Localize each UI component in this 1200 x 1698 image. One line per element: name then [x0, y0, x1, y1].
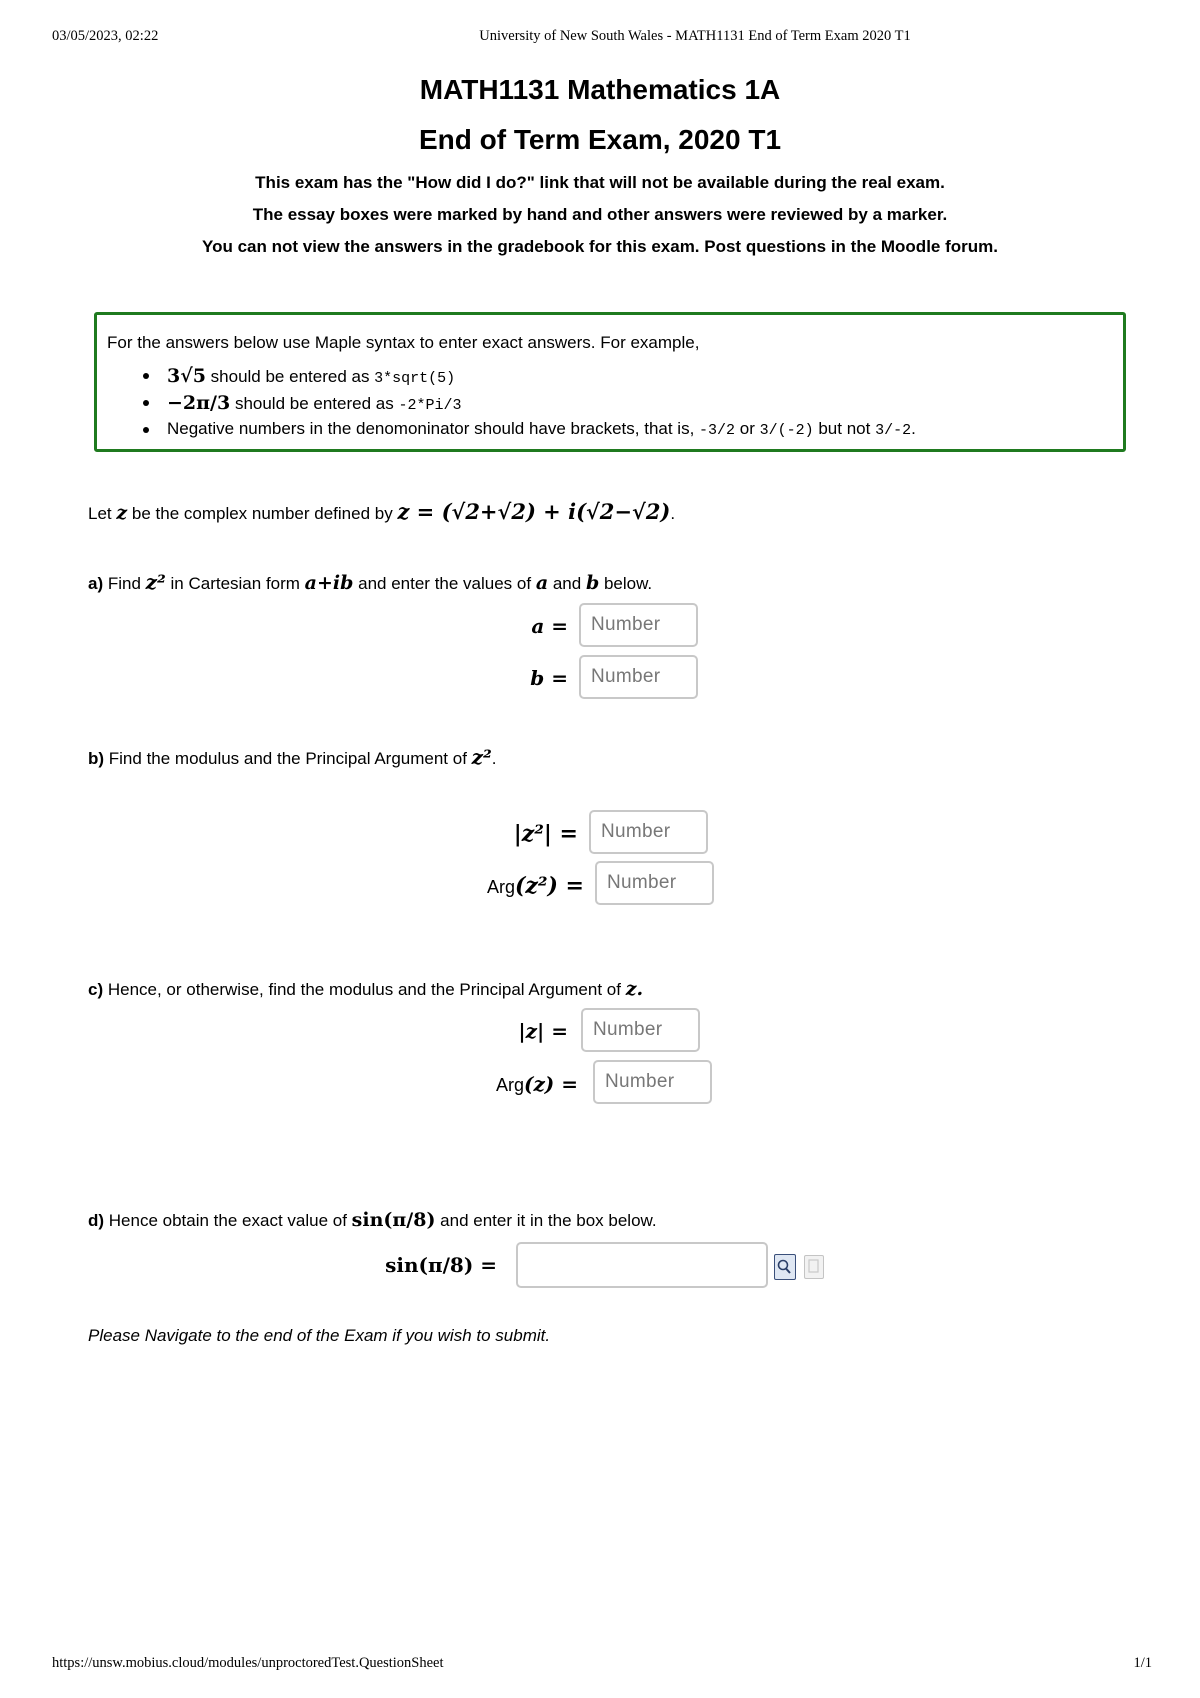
exam-title: End of Term Exam, 2020 T1 — [418, 124, 782, 155]
part-a-text-5: below. — [599, 574, 653, 593]
example-sqrt-code: 3*sqrt(5) — [374, 370, 456, 387]
part-a-a-input[interactable] — [579, 603, 698, 647]
example-negative-denominator — [167, 419, 916, 446]
stem-z: z — [116, 502, 128, 524]
example-neg-text-c: but not — [813, 419, 876, 438]
part-d-prompt — [88, 1209, 657, 1231]
part-a-text-2: in Cartesian form — [165, 574, 305, 593]
part-a-math-b: b — [585, 572, 600, 594]
part-b-arg-label — [487, 873, 584, 899]
example-neg-text-b: or — [735, 419, 760, 438]
part-b-math-z2: z² — [471, 745, 492, 769]
part-c-label: c) — [88, 980, 104, 999]
bullet-icon — [143, 400, 149, 406]
stem-formula: z = (√2+√2) + i(√2−√2) — [397, 499, 671, 524]
part-c-arg-input[interactable] — [593, 1060, 712, 1104]
part-a-text-1: Find — [103, 574, 146, 593]
stem-text-b: be the complex number defined by — [127, 504, 398, 523]
course-title: MATH1131 Mathematics 1A — [419, 74, 781, 105]
bullet-icon — [143, 373, 149, 379]
example-neg-text-a: Negative numbers in the denomoninator should have brackets, that is, — [167, 419, 700, 438]
part-b-label: b) — [88, 749, 105, 768]
example-neg-code-a: -3/2 — [699, 422, 736, 439]
part-c-prompt — [88, 978, 643, 1000]
part-c-arg-math: (z) = — [523, 1072, 578, 1096]
part-a-text-3: and enter the values of — [353, 574, 536, 593]
example-pi-code: -2*Pi/3 — [398, 397, 462, 414]
part-a-text-4: and — [548, 574, 586, 593]
part-b-arg-input[interactable] — [595, 861, 714, 905]
example-sqrt-text: should be entered as — [205, 367, 375, 386]
part-c-modulus-input[interactable] — [581, 1008, 700, 1052]
notice-essay-marking: The essay boxes were marked by hand and other answers were reviewed by a marker. — [252, 205, 948, 224]
part-c-modulus-label: |z| = — [518, 1019, 568, 1043]
preview-icon[interactable] — [774, 1254, 796, 1280]
question-stem — [88, 499, 675, 524]
print-page-number: 1/1 — [1133, 1655, 1152, 1671]
examples-list — [167, 365, 916, 446]
example-neg-code-b: 3/(-2) — [759, 422, 814, 439]
part-a-field-a-label: a = — [531, 614, 568, 638]
maple-syntax-instructions — [94, 312, 1126, 452]
part-b-text-1: Find the modulus and the Principal Argument of — [104, 749, 472, 768]
notice-gradebook: You can not view the answers in the gradebook for this exam. Post questions in the Moodle forum. — [202, 237, 998, 256]
example-sqrt — [167, 365, 916, 392]
part-a-math-aib: a+ib — [304, 572, 354, 594]
example-pi — [167, 392, 916, 419]
part-c-math-z: z. — [625, 978, 644, 1000]
instructions-intro: For the answers below use Maple syntax to enter exact answers. For example, — [107, 333, 700, 352]
part-a-b-input[interactable] — [579, 655, 698, 699]
part-b-arg-prefix: Arg — [486, 877, 515, 897]
part-b-prompt — [88, 745, 497, 769]
part-c-text-1: Hence, or otherwise, find the modulus and the Principal Argument of — [103, 980, 626, 999]
stem-text-a: Let — [88, 504, 117, 523]
part-b-modulus-label: |z²| = — [513, 821, 578, 847]
part-d-label: d) — [88, 1211, 105, 1230]
part-a-math-z2: z² — [145, 570, 166, 594]
part-d-math-sin: sin(π/8) — [351, 1209, 436, 1231]
part-d-answer-input[interactable] — [516, 1242, 768, 1288]
part-a-label: a) — [88, 574, 104, 593]
print-url: https://unsw.mobius.cloud/modules/unproctoredTest.QuestionSheet — [52, 1655, 444, 1671]
example-neg-text-d: . — [911, 419, 916, 438]
example-pi-text: should be entered as — [230, 394, 399, 413]
part-b-text-2: . — [491, 749, 497, 768]
print-datetime: 03/05/2023, 02:22 — [52, 28, 159, 44]
bullet-icon — [143, 427, 149, 433]
example-pi-math: −2π/3 — [167, 392, 231, 414]
part-a-math-a: a — [535, 572, 549, 594]
paste-icon[interactable] — [804, 1255, 824, 1279]
part-b-arg-math: (z²) = — [514, 873, 584, 899]
part-c-arg-prefix: Arg — [495, 1075, 524, 1095]
part-d-text-2: and enter it in the box below. — [435, 1211, 657, 1230]
example-neg-code-c: 3/-2 — [875, 422, 912, 439]
example-sqrt-math: 3√5 — [167, 365, 206, 387]
stem-end: . — [670, 504, 676, 523]
part-a-prompt — [88, 570, 652, 594]
part-d-field-label: sin(π/8) = — [385, 1253, 497, 1277]
part-c-arg-label — [496, 1072, 578, 1096]
part-a-field-b-label: b = — [530, 666, 568, 690]
part-d-text-1: Hence obtain the exact value of — [104, 1211, 352, 1230]
notice-how-did-i-do: This exam has the "How did I do?" link that will not be available during the real exam. — [255, 173, 945, 192]
print-page-title: University of New South Wales - MATH1131 End of Term Exam 2020 T1 — [479, 28, 911, 44]
submit-navigation-note: Please Navigate to the end of the Exam if you wish to submit. — [88, 1326, 551, 1345]
part-b-modulus-input[interactable] — [589, 810, 708, 854]
